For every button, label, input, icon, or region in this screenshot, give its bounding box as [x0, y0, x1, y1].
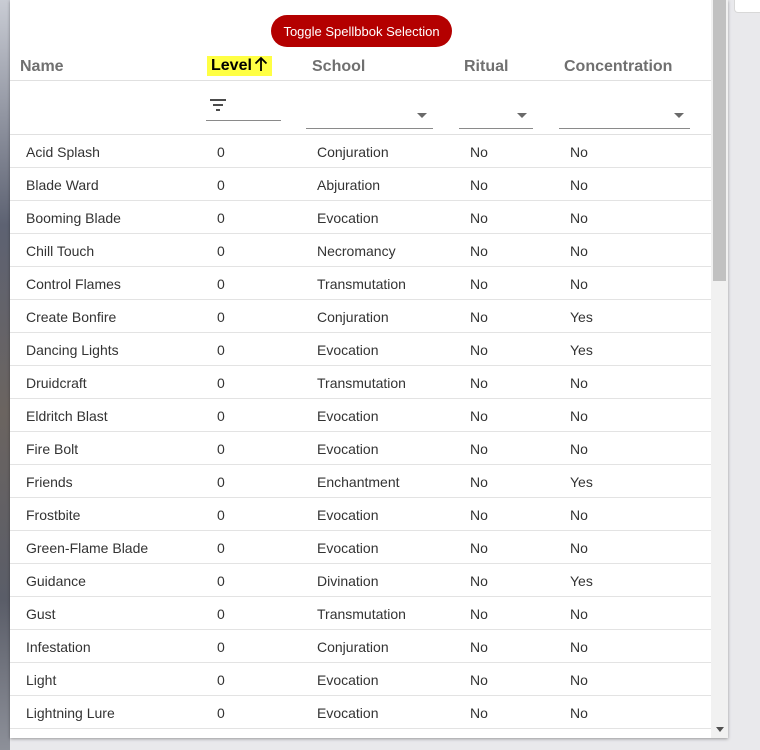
cell-concentration: No	[570, 540, 588, 556]
cell-ritual: No	[470, 573, 488, 589]
cell-level: 0	[217, 276, 225, 292]
cell-concentration: No	[570, 606, 588, 622]
cell-concentration: No	[570, 672, 588, 688]
cell-school: Necromancy	[317, 243, 396, 259]
column-header-concentration[interactable]: Concentration	[564, 58, 673, 75]
cell-concentration: No	[570, 375, 588, 391]
cell-concentration: Yes	[570, 309, 593, 325]
table-row[interactable]	[10, 696, 711, 729]
table-row[interactable]	[10, 267, 711, 300]
cell-name: Blade Ward	[26, 177, 99, 193]
table-row[interactable]	[10, 630, 711, 663]
table-row[interactable]	[10, 498, 711, 531]
cell-level: 0	[217, 210, 225, 226]
cell-school: Transmutation	[317, 606, 406, 622]
table-row[interactable]	[10, 399, 711, 432]
level-filter-input[interactable]	[206, 94, 281, 121]
cell-name: Friends	[26, 474, 73, 490]
cell-ritual: No	[470, 507, 488, 523]
vertical-scrollbar[interactable]	[711, 0, 728, 738]
table-row[interactable]	[10, 366, 711, 399]
cell-level: 0	[217, 573, 225, 589]
cell-ritual: No	[470, 441, 488, 457]
cell-level: 0	[217, 408, 225, 424]
cell-concentration: Yes	[570, 474, 593, 490]
school-filter-select[interactable]	[306, 102, 433, 129]
table-body	[10, 135, 711, 729]
toggle-spellbook-selection-button[interactable]: Toggle Spellbbok Selection	[271, 15, 452, 47]
cell-name: Dancing Lights	[26, 342, 119, 358]
cell-name: Acid Splash	[26, 144, 100, 160]
cell-ritual: No	[470, 606, 488, 622]
cell-ritual: No	[470, 243, 488, 259]
cell-ritual: No	[470, 144, 488, 160]
cell-concentration: No	[570, 639, 588, 655]
cell-ritual: No	[470, 705, 488, 721]
cell-level: 0	[217, 441, 225, 457]
cell-name: Fire Bolt	[26, 441, 79, 457]
cell-level: 0	[217, 144, 225, 160]
table-row[interactable]	[10, 135, 711, 168]
cell-concentration: No	[570, 441, 588, 457]
cell-ritual: No	[470, 639, 488, 655]
table-header	[10, 54, 711, 81]
cell-school: Evocation	[317, 672, 379, 688]
cell-level: 0	[217, 309, 225, 325]
column-header-school[interactable]: School	[312, 58, 366, 75]
cell-school: Transmutation	[317, 375, 406, 391]
cell-name: Frostbite	[26, 507, 81, 523]
cell-level: 0	[217, 639, 225, 655]
table-row[interactable]	[10, 234, 711, 267]
column-header-level[interactable]	[207, 56, 272, 76]
cell-name: Guidance	[26, 573, 86, 589]
cell-name: Lightning Lure	[26, 705, 115, 721]
cell-school: Abjuration	[317, 177, 381, 193]
chevron-down-icon	[517, 113, 527, 118]
cell-school: Conjuration	[317, 144, 389, 160]
cell-name: Green-Flame Blade	[26, 540, 149, 556]
cell-name: Druidcraft	[26, 375, 87, 391]
table-row[interactable]	[10, 168, 711, 201]
scroll-down-arrow-icon[interactable]	[716, 727, 724, 732]
cell-concentration: No	[570, 408, 588, 424]
cell-name: Chill Touch	[26, 243, 95, 259]
background-strip	[0, 0, 10, 750]
cell-school: Transmutation	[317, 276, 406, 292]
chevron-down-icon	[417, 113, 427, 118]
cell-concentration: Yes	[570, 573, 593, 589]
cell-school: Conjuration	[317, 309, 389, 325]
table-row[interactable]	[10, 201, 711, 234]
cell-name: Gust	[26, 606, 56, 622]
cell-ritual: No	[470, 309, 488, 325]
cell-school: Divination	[317, 573, 379, 589]
cell-level: 0	[217, 606, 225, 622]
cell-concentration: No	[570, 507, 588, 523]
ritual-filter-select[interactable]	[459, 102, 533, 129]
column-header-name[interactable]: Name	[20, 58, 64, 75]
cell-school: Evocation	[317, 705, 379, 721]
cell-ritual: No	[470, 276, 488, 292]
arrow-up-icon	[254, 56, 268, 72]
cell-ritual: No	[470, 177, 488, 193]
cell-name: Eldritch Blast	[26, 408, 108, 424]
cell-concentration: No	[570, 177, 588, 193]
table-row[interactable]	[10, 663, 711, 696]
cell-ritual: No	[470, 408, 488, 424]
cell-ritual: No	[470, 474, 488, 490]
cell-level: 0	[217, 177, 225, 193]
cell-concentration: Yes	[570, 342, 593, 358]
cell-level: 0	[217, 474, 225, 490]
table-row[interactable]	[10, 300, 711, 333]
cell-concentration: No	[570, 243, 588, 259]
cell-ritual: No	[470, 540, 488, 556]
cell-school: Evocation	[317, 342, 379, 358]
cell-concentration: No	[570, 210, 588, 226]
cell-concentration: No	[570, 705, 588, 721]
cell-level: 0	[217, 243, 225, 259]
cell-name: Light	[26, 672, 57, 688]
scrollbar-thumb[interactable]	[713, 0, 726, 281]
cell-level: 0	[217, 540, 225, 556]
cell-level: 0	[217, 342, 225, 358]
spell-table-panel	[10, 0, 728, 738]
cell-school: Evocation	[317, 210, 379, 226]
cell-school: Evocation	[317, 507, 379, 523]
table-row[interactable]	[10, 564, 711, 597]
cell-ritual: No	[470, 210, 488, 226]
cell-level: 0	[217, 672, 225, 688]
cell-level: 0	[217, 375, 225, 391]
table-row[interactable]	[10, 531, 711, 564]
cell-level: 0	[217, 705, 225, 721]
chevron-down-icon	[674, 113, 684, 118]
side-card-edge	[734, 0, 760, 13]
cell-name: Infestation	[26, 639, 91, 655]
cell-school: Evocation	[317, 408, 379, 424]
column-header-level-label: Level	[211, 57, 252, 74]
cell-school: Enchantment	[317, 474, 400, 490]
filter-icon	[208, 98, 228, 112]
cell-concentration: No	[570, 276, 588, 292]
table-row[interactable]	[10, 333, 711, 366]
table-row[interactable]	[10, 432, 711, 465]
cell-concentration: No	[570, 144, 588, 160]
table-row[interactable]	[10, 597, 711, 630]
concentration-filter-select[interactable]	[559, 102, 690, 129]
filter-row	[10, 80, 711, 135]
cell-ritual: No	[470, 672, 488, 688]
cell-name: Control Flames	[26, 276, 121, 292]
cell-name: Create Bonfire	[26, 309, 117, 325]
cell-level: 0	[217, 507, 225, 523]
cell-school: Evocation	[317, 540, 379, 556]
table-row[interactable]	[10, 465, 711, 498]
cell-name: Booming Blade	[26, 210, 121, 226]
cell-ritual: No	[470, 375, 488, 391]
cell-school: Evocation	[317, 441, 379, 457]
column-header-ritual[interactable]: Ritual	[464, 58, 509, 75]
cell-school: Conjuration	[317, 639, 389, 655]
cell-ritual: No	[470, 342, 488, 358]
